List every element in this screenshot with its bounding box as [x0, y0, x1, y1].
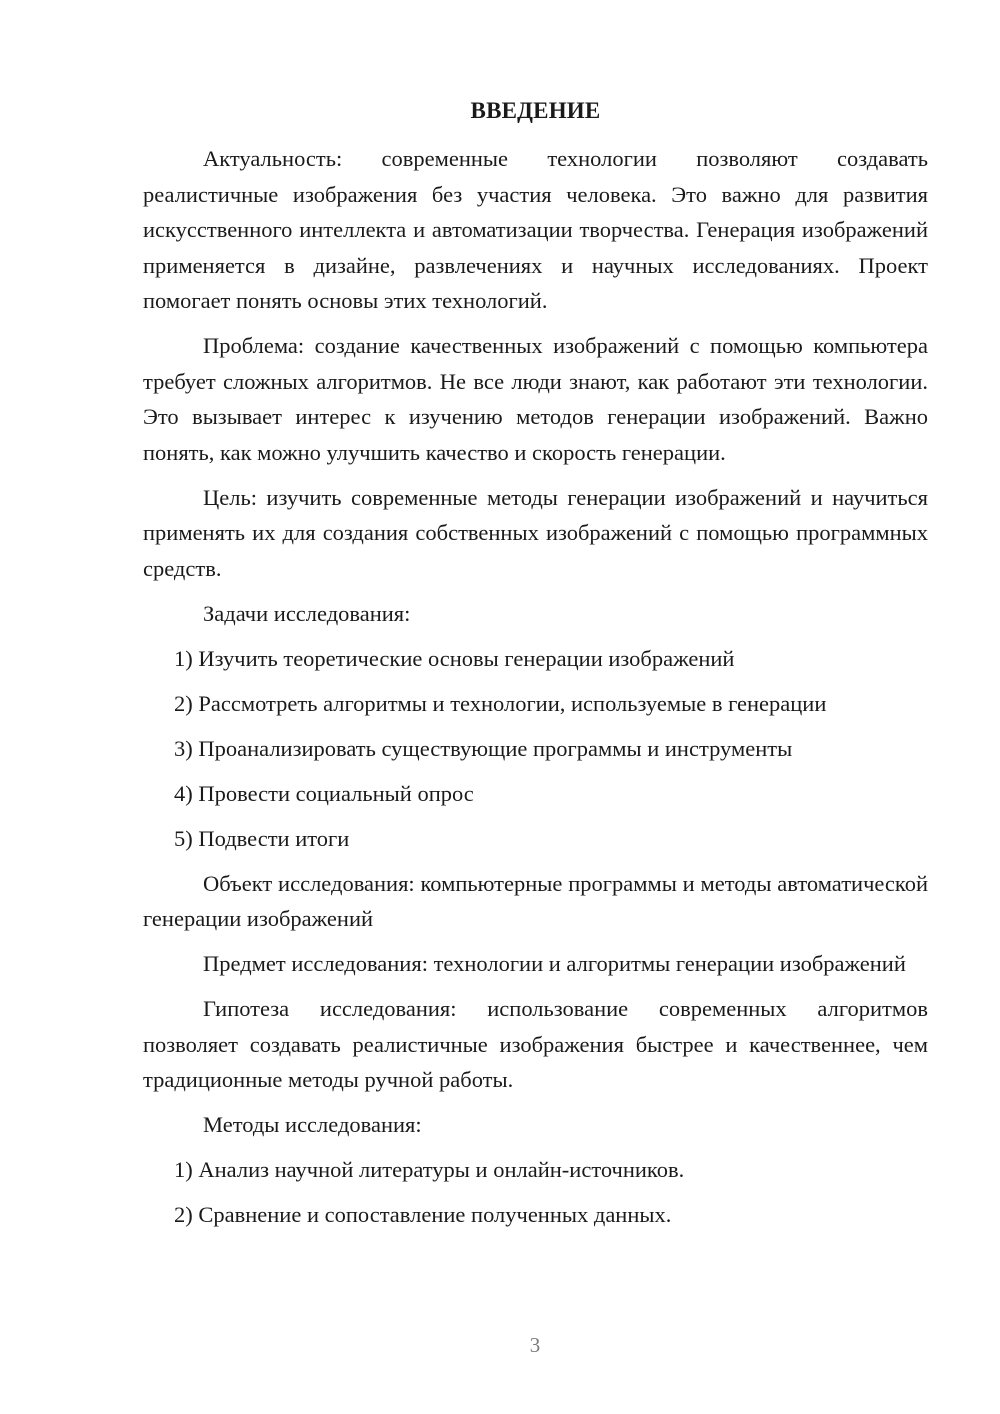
paragraph-hypothesis: Гипотеза исследования: использование современных алгоритмов позволяет создавать реалистичные изображения быстрее и качественнее, чем традиционные методы ручной работы.: [143, 996, 928, 1092]
paragraph-relevance: Актуальность: современные технологии позволяют создавать реалистичные изображения без участия человека. Это важно для развития искусственного интеллекта и автоматизации творчества. Генерация изображений применяется в дизайне, развлечениях и научных исследованиях. Проект помогает понять основы этих технологий.: [143, 146, 928, 313]
document-body: [143, 141, 928, 1242]
tasks-list: [143, 641, 928, 857]
paragraph-subject: Предмет исследования: технологии и алгоритмы генерации изображений: [203, 951, 906, 976]
task-item: 5) Подвести итоги: [174, 825, 350, 851]
methods-heading: Методы исследования:: [203, 1112, 422, 1137]
task-item: 3) Проанализировать существующие программы и инструменты: [174, 735, 793, 761]
tasks-heading: Задачи исследования:: [203, 600, 411, 626]
methods-list: [143, 1152, 928, 1233]
page-number: 3: [529, 1333, 541, 1357]
method-item: 2) Сравнение и сопоставление полученных данных.: [174, 1202, 672, 1227]
page-title: ВВЕДЕНИЕ: [470, 98, 601, 123]
paragraph-goal: Цель: изучить современные методы генерации изображений и научиться применять их для создания собственных изображений с помощью программных средств.: [143, 484, 928, 581]
task-item: 4) Провести социальный опрос: [174, 780, 474, 806]
task-item: 1) Изучить теоретические основы генерации изображений: [174, 645, 735, 671]
paragraph-problem: Проблема: создание качественных изображений с помощью компьютера требует сложных алгоритмов. Не все люди знают, как работают эти технологии. Это вызывает интерес к изучению методов генерации изображений. Важно понять, как можно улучшить качество и скорость генерации.: [143, 333, 928, 465]
task-item: 2) Рассмотреть алгоритмы и технологии, используемые в генерации: [174, 690, 827, 716]
method-item: 1) Анализ научной литературы и онлайн-источников.: [174, 1157, 685, 1182]
paragraph-object: Объект исследования: компьютерные программы и методы автоматической генерации изображений: [143, 870, 928, 931]
